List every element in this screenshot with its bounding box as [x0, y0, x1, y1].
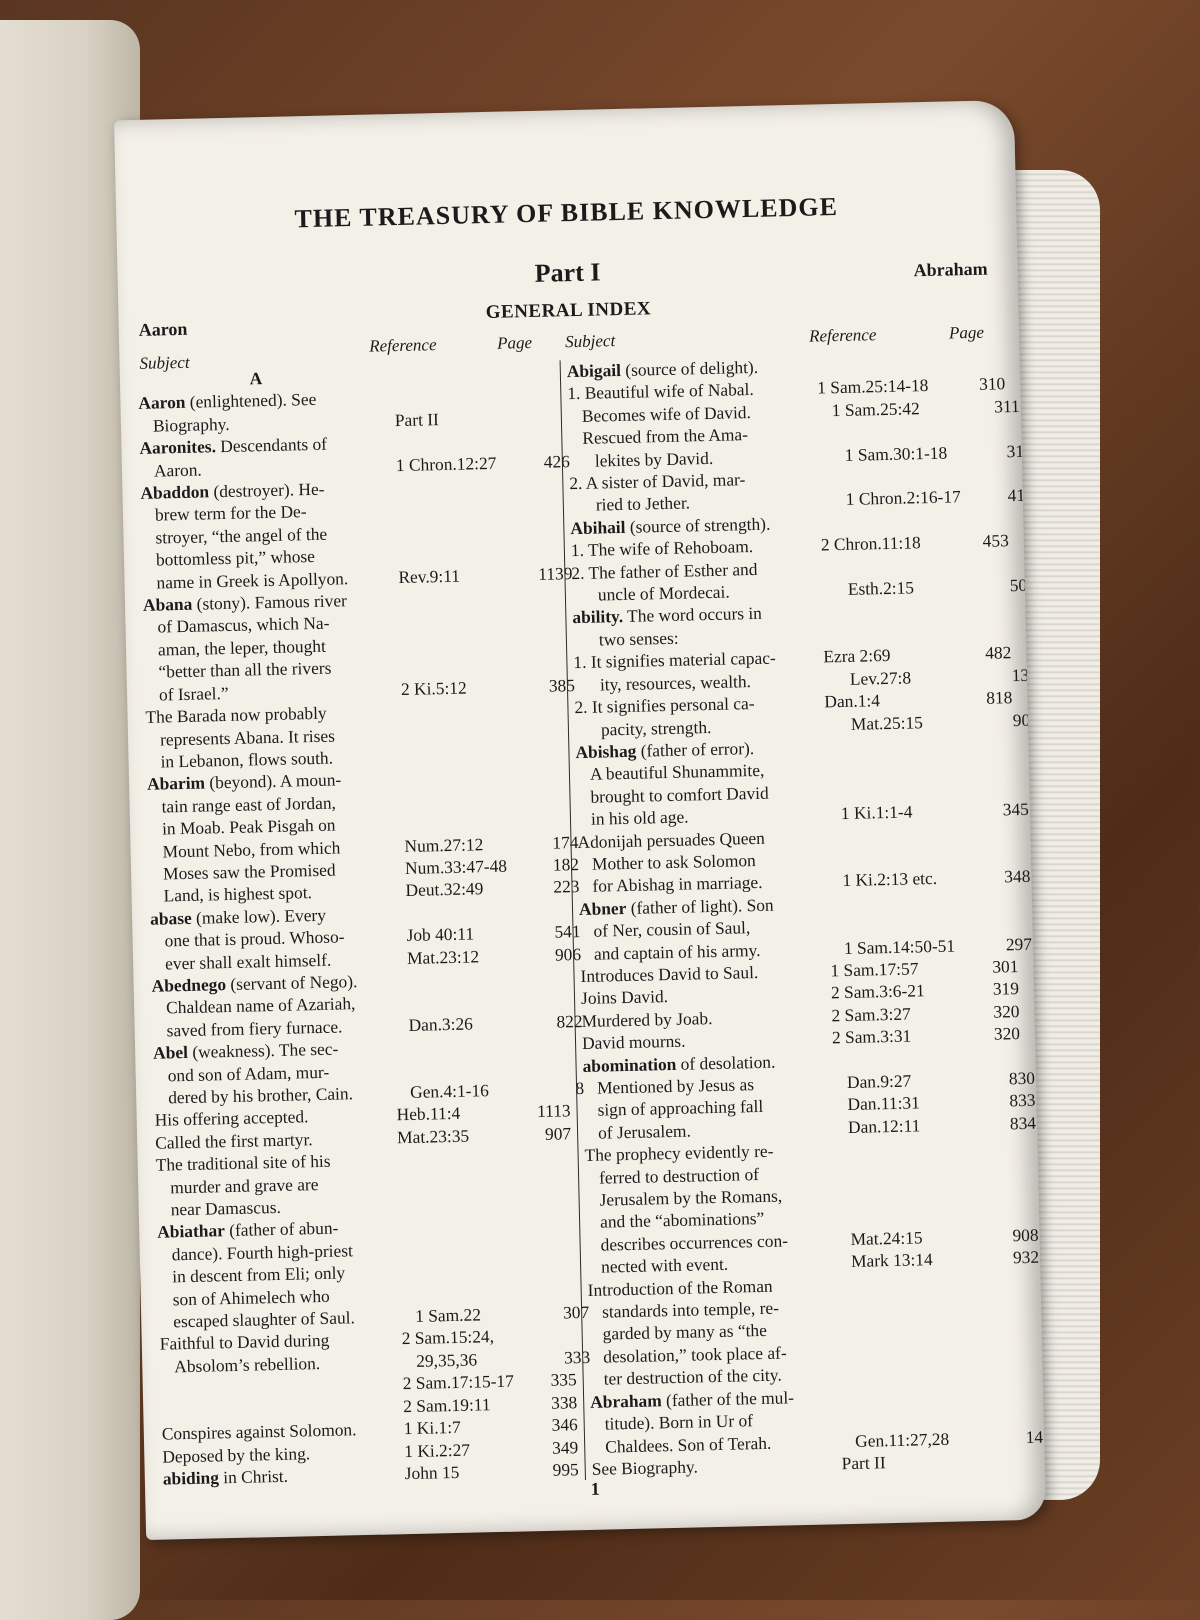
- index-reference: Num.27:12: [404, 833, 484, 856]
- index-page: 315: [1006, 440, 1033, 461]
- index-page: [998, 1201, 1038, 1224]
- index-subject: Abigail (source of delight).: [566, 356, 759, 382]
- index-reference: Num.33:47-48: [404, 855, 508, 878]
- index-page: 413: [1007, 485, 1034, 506]
- index-subject: Land, is highest spot.: [163, 882, 313, 906]
- index-reference: Lev.27:8: [849, 667, 912, 689]
- index-page: 307: [562, 1301, 590, 1323]
- index-page: 833: [1009, 1090, 1036, 1111]
- index-reference: [397, 787, 537, 813]
- index-page: [975, 821, 1015, 844]
- index-page: 311: [994, 395, 1020, 417]
- index-subject: garded by many as “the: [602, 1320, 768, 1345]
- index-reference: Deut.32:49: [405, 878, 484, 901]
- col-head-page-right: Page: [948, 322, 985, 343]
- index-page: [1001, 1336, 1041, 1359]
- index-reference: 1 Chron.2:16-17: [845, 486, 961, 510]
- running-head-right: Abraham: [913, 258, 988, 281]
- index-reference: Job 40:11: [406, 923, 475, 946]
- index-page: [1000, 1291, 1040, 1314]
- index-reference: 1 Sam.25:42: [831, 398, 920, 420]
- index-page: [988, 1381, 1028, 1404]
- index-reference: [408, 1257, 548, 1283]
- index-subject: The Barada now probably: [145, 702, 327, 727]
- index-page: [516, 472, 556, 495]
- index-page: [988, 753, 1028, 776]
- index-page: 320: [993, 1000, 1020, 1022]
- index-page: [533, 1212, 573, 1235]
- index-reference: [381, 697, 521, 723]
- index-reference: Mat.23:12: [406, 945, 480, 968]
- index-subject: ried to Jether.: [595, 492, 691, 515]
- index-subject: Mount Nebo, from which: [162, 836, 341, 862]
- col-head-subject-left: Subject: [139, 352, 190, 373]
- index-subject: A beautiful Shunammite,: [589, 760, 765, 785]
- index-reference: [375, 429, 515, 455]
- index-subject: Abiathar (father of abun-: [157, 1218, 339, 1243]
- index-subject: “better than all the rivers: [158, 657, 332, 682]
- index-page: [990, 843, 1030, 866]
- index-page: 320: [993, 1023, 1021, 1044]
- index-page: 818: [986, 687, 1013, 708]
- index-subject: aman, the leper, thought: [157, 635, 327, 660]
- index-subject: Biography.: [152, 413, 230, 436]
- index-subject: Introduces David to Saul.: [580, 961, 759, 986]
- index-subject: dance). Fourth high-priest: [171, 1240, 354, 1265]
- index-subject: Abraham (father of the mul-: [589, 1386, 795, 1412]
- index-subject: saved from fiery furnace.: [166, 1016, 343, 1041]
- part-title: Part I: [534, 257, 601, 288]
- index-page: [535, 1324, 575, 1347]
- index-page: [988, 776, 1028, 799]
- index-subject: Abner (father of light). Son: [578, 894, 774, 919]
- index-reference: Esth.2:15: [847, 577, 915, 599]
- index-subject: Abaddon (destroyer). He-: [140, 478, 325, 503]
- index-subject: Adonijah persuades Queen: [577, 827, 766, 852]
- index-subject: Becomes wife of David.: [581, 401, 752, 426]
- index-reference: [402, 988, 542, 1014]
- index-page: 830: [1008, 1067, 1036, 1089]
- index-reference: 29,35,36: [415, 1349, 478, 1371]
- index-subject: dered by his brother, Cain.: [167, 1083, 354, 1108]
- index-subject: Deposed by the king.: [162, 1442, 311, 1467]
- index-reference: [406, 1190, 546, 1216]
- index-reference: [391, 518, 531, 544]
- index-reference: Part II: [394, 408, 440, 430]
- index-subject: murder and grave are: [169, 1173, 319, 1198]
- index-page: 297: [1005, 933, 1033, 954]
- index-subject: tain range east of Jordan,: [161, 792, 337, 817]
- index-subject: of Ner, cousin of Saul,: [593, 917, 751, 941]
- index-page: 834: [1009, 1112, 1037, 1134]
- index-reference: [394, 630, 534, 656]
- index-page: 508: [1009, 574, 1037, 596]
- index-reference: [387, 966, 527, 992]
- index-subject: desolation,” took place af-: [602, 1342, 787, 1367]
- index-page: 14: [1025, 1426, 1044, 1447]
- index-subject: His offering accepted.: [154, 1106, 309, 1131]
- index-reference: 2 Sam.17:15-17: [402, 1370, 515, 1394]
- index-page: 541: [554, 921, 581, 942]
- index-reference: [393, 1213, 533, 1239]
- index-page: 174: [552, 831, 579, 853]
- index-title: GENERAL INDEX: [485, 298, 652, 324]
- index-subject: titude). Born in Ur of: [604, 1410, 754, 1434]
- index-subject: near Damascus.: [170, 1196, 282, 1220]
- index-subject: Joins David.: [580, 986, 669, 1009]
- index-subject: describes occurrences con-: [600, 1230, 789, 1255]
- index-reference: [392, 540, 532, 566]
- index-page: [997, 1156, 1037, 1179]
- index-reference: [391, 1145, 531, 1171]
- index-subject: ability. The word occurs in: [572, 603, 763, 628]
- col-head-reference-right: Reference: [808, 325, 877, 346]
- index-page: 908: [1012, 1224, 1039, 1246]
- index-reference: Rev.9:11: [398, 565, 461, 587]
- index-reference: [394, 652, 534, 678]
- index-reference: Ezra 2:69: [823, 645, 891, 667]
- index-page: 909: [1012, 709, 1040, 730]
- index-subject: ity, resources, wealth.: [599, 670, 752, 695]
- index-reference: 1 Sam.17:57: [830, 958, 919, 981]
- index-column-left: [138, 360, 591, 1490]
- index-subject: uncle of Mordecai.: [597, 581, 730, 605]
- index-reference: Dan.9:27: [846, 1070, 912, 1093]
- index-subject: 2. It signifies personal ca-: [574, 693, 755, 718]
- index-page: 907: [544, 1123, 572, 1144]
- index-subject: Mentioned by Jesus as: [596, 1074, 755, 1098]
- index-page: 319: [992, 978, 1020, 1000]
- index-subject: See Biography.: [591, 1456, 699, 1479]
- index-subject: in descent from Eli; only: [172, 1262, 346, 1287]
- index-reference: 1 Sam.30:1-18: [844, 442, 948, 465]
- index-reference: Mat.23:35: [396, 1125, 470, 1148]
- index-page: [997, 1179, 1037, 1202]
- index-page: 301: [992, 956, 1019, 977]
- index-page: [980, 1045, 1020, 1068]
- index-subject: name in Greek is Apollyon.: [156, 567, 349, 593]
- index-reference: 1 Ki.2:27: [404, 1439, 471, 1461]
- index-subject: The traditional site of his: [155, 1150, 331, 1175]
- index-subject: Abarim (beyond). A moun-: [146, 769, 342, 795]
- index-subject: Conspires against Solomon.: [161, 1419, 357, 1444]
- index-subject: 2. The father of Esther and: [571, 558, 758, 583]
- index-subject: Faithful to David during: [159, 1330, 330, 1355]
- index-page: 338: [550, 1391, 578, 1413]
- index-subject: Absolom’s rebellion.: [174, 1352, 321, 1377]
- index-reference: 2 Sam.3:31: [831, 1025, 912, 1048]
- index-subject: in his old age.: [590, 806, 689, 829]
- index-reference: [398, 809, 538, 835]
- index-reference: [408, 1279, 548, 1305]
- index-reference: Part II: [841, 1452, 886, 1474]
- index-subject: bottomless pit,” whose: [155, 546, 316, 570]
- index-reference: Mat.25:15: [850, 711, 924, 734]
- index-subject: 1. It signifies material capac-: [573, 647, 776, 673]
- index-page: [1000, 1313, 1040, 1336]
- index-reference: Mark 13:14: [850, 1249, 933, 1272]
- index-subject: brew term for the De-: [154, 501, 307, 525]
- index-subject: and the “abominations”: [599, 1208, 765, 1233]
- index-reference: Dan.12:11: [847, 1115, 921, 1137]
- index-reference: [396, 742, 536, 768]
- index-page: 1113: [536, 1100, 571, 1122]
- index-subject: Abednego (servant of Nego).: [151, 971, 358, 996]
- index-subject: ond son of Adam, mur-: [167, 1061, 330, 1086]
- index-subject: ever shall exalt himself.: [164, 949, 332, 974]
- index-page: [527, 965, 567, 988]
- index-page: 182: [552, 853, 580, 875]
- index-reference: [407, 1235, 547, 1261]
- index-subject: Chaldean name of Azariah,: [165, 993, 356, 1018]
- index-subject: A: [249, 368, 263, 389]
- index-subject: in Moab. Peak Pisgah on: [161, 814, 336, 839]
- index-page: 345: [1002, 798, 1030, 820]
- index-column-right: [560, 350, 1044, 1480]
- index-page: 346: [551, 1414, 578, 1435]
- index-subject: Aaron (enlightened). See: [138, 389, 317, 414]
- index-reference: [383, 765, 523, 791]
- index-page: [973, 731, 1013, 754]
- index-page: [968, 507, 1008, 530]
- index-reference: 2 Sam.3:6-21: [830, 980, 925, 1003]
- index-subject: Chaldees. Son of Terah.: [604, 1432, 772, 1457]
- index-subject: represents Abana. It rises: [159, 725, 336, 750]
- index-page: [1002, 1403, 1042, 1426]
- index-subject: Abishag (father of error).: [575, 737, 755, 762]
- index-page: [967, 462, 1007, 485]
- index-reference: Dan.11:31: [847, 1092, 921, 1115]
- index-reference: Gen.4:1-16: [409, 1080, 490, 1102]
- index-subject: nected with event.: [600, 1254, 729, 1277]
- index-page: 310: [978, 373, 1006, 395]
- running-head-left: Aaron: [138, 318, 188, 340]
- index-subject: sign of approaching fall: [597, 1096, 764, 1121]
- index-reference: [389, 1033, 529, 1059]
- index-subject: Introduction of the Roman: [587, 1275, 773, 1300]
- index-page: [526, 898, 566, 921]
- index-page: 223: [553, 876, 580, 897]
- index-page: [991, 910, 1031, 933]
- index-reference: [393, 607, 533, 633]
- index-subject: lekites by David.: [594, 447, 714, 471]
- index-subject: Abel (weakness). The sec-: [152, 1038, 339, 1063]
- index-page: [515, 428, 555, 451]
- index-page: 822: [556, 1010, 583, 1032]
- index-reference: [376, 473, 516, 499]
- index-page: 426: [543, 450, 571, 472]
- book-title: THE TREASURY OF BIBLE KNOWLEDGE: [294, 191, 839, 234]
- col-head-reference-left: Reference: [368, 335, 437, 356]
- book-page: [114, 100, 1046, 1540]
- index-reference: 1 Chron.12:27: [395, 452, 497, 475]
- index-page: [529, 1032, 569, 1055]
- index-page: 906: [554, 943, 582, 965]
- index-reference: 1 Sam.14:50-51: [843, 935, 956, 958]
- index-page: [514, 383, 554, 406]
- index-subject: 2. A sister of David, mar-: [569, 469, 746, 494]
- index-subject: Aaronites. Descendants of: [139, 433, 328, 459]
- index-page: 482: [984, 642, 1012, 664]
- index-subject: Murdered by Joab.: [581, 1007, 713, 1031]
- index-page: 137: [1011, 664, 1039, 685]
- index-reference: 1 Sam.25:14-18: [817, 375, 929, 398]
- index-reference: [374, 361, 514, 387]
- index-reference: 2 Chron.11:18: [820, 532, 921, 555]
- index-page: [523, 764, 563, 787]
- index-page: [1001, 1358, 1041, 1381]
- col-head-page-left: Page: [496, 332, 533, 353]
- index-subject: Moses saw the Promised: [162, 859, 336, 884]
- index-subject: David mourns.: [581, 1030, 686, 1054]
- index-subject: and captain of his army.: [593, 939, 761, 964]
- index-subject: abase (make low). Every: [149, 904, 327, 929]
- index-subject: abomination of desolation.: [582, 1051, 776, 1076]
- index-page: [519, 584, 559, 607]
- index-page: 333: [563, 1346, 591, 1368]
- index-subject: Rescued from the Ama-: [582, 424, 749, 449]
- index-subject: Jerusalem by the Romans,: [599, 1185, 783, 1210]
- index-subject: ter destruction of the city.: [603, 1364, 782, 1389]
- index-page: [982, 1134, 1022, 1157]
- index-subject: abiding in Christ.: [162, 1465, 289, 1489]
- index-page: [521, 696, 561, 719]
- index-page: 349: [551, 1436, 579, 1458]
- index-reference: 1 Ki.1:1-4: [840, 801, 913, 824]
- index-reference: Gen.11:27,28: [854, 1428, 950, 1451]
- index-reference: [374, 384, 514, 410]
- index-subject: one that is proud. Whoso-: [164, 926, 345, 951]
- index-reference: [396, 719, 536, 745]
- index-page: [514, 360, 554, 383]
- index-subject: for Abishag in marriage.: [592, 872, 763, 897]
- index-subject: of Israel.”: [158, 682, 229, 705]
- col-head-subject-right: Subject: [564, 331, 616, 352]
- index-subject: son of Ahimelech who: [172, 1285, 330, 1310]
- index-subject: standards into temple, re-: [601, 1297, 780, 1322]
- index-subject: stroyer, “the angel of the: [155, 523, 328, 548]
- index-reference: 2 Sam.3:27: [831, 1003, 911, 1026]
- index-page: 932: [1012, 1246, 1040, 1268]
- index-subject: ferred to destruction of: [598, 1163, 760, 1188]
- index-subject: Abihail (source of strength).: [570, 513, 771, 538]
- index-page: [977, 888, 1017, 911]
- index-subject: of Damascus, which Na-: [157, 613, 330, 638]
- index-reference: 1 Ki.1:7: [403, 1416, 461, 1439]
- index-reference: John 15: [404, 1461, 460, 1484]
- index-subject: two senses:: [598, 627, 679, 650]
- index-subject: 1. Beautiful wife of Nabal.: [567, 379, 754, 404]
- index-reference: [386, 899, 526, 925]
- index-reference: 2 Sam.15:24,: [401, 1326, 495, 1349]
- index-reference: Dan.1:4: [824, 690, 881, 712]
- index-page: 8: [575, 1077, 585, 1099]
- index-reference: [391, 495, 531, 521]
- index-page: 995: [552, 1459, 579, 1480]
- index-page: [980, 417, 1020, 440]
- index-page: [964, 350, 1004, 373]
- index-subject: in Lebanon, flows south.: [160, 747, 334, 772]
- index-subject: pacity, strength.: [600, 716, 712, 739]
- index-reference: Dan.3:26: [408, 1013, 474, 1035]
- index-page: 1139: [538, 562, 573, 584]
- index-subject: 1. The wife of Rehoboam.: [570, 536, 754, 561]
- index-subject: of Jerusalem.: [597, 1120, 692, 1143]
- index-reference: 2 Ki.5:12: [400, 677, 467, 699]
- page-number: 1: [590, 1478, 600, 1499]
- index-subject: Mother to ask Solomon: [591, 849, 756, 874]
- index-subject: Abana (stony). Famous river: [142, 590, 348, 615]
- index-reference: Mat.24:15: [850, 1227, 923, 1249]
- index-page: [969, 552, 1009, 575]
- index-reference: [406, 1167, 546, 1193]
- index-reference: 1 Ki.2:13 etc.: [842, 868, 938, 891]
- index-page: [989, 1448, 1029, 1471]
- index-reference: Heb.11:4: [396, 1103, 461, 1125]
- index-subject: escaped slaughter of Saul.: [173, 1307, 356, 1332]
- index-subject: Aaron.: [153, 459, 202, 481]
- index-reference: 1 Sam.22: [414, 1304, 482, 1326]
- index-reference: [379, 585, 519, 611]
- index-page: [531, 1144, 571, 1167]
- index-subject: The prophecy evidently re-: [584, 1140, 774, 1166]
- index-page: 385: [548, 674, 576, 696]
- index-reference: [403, 1055, 543, 1081]
- index-page: 453: [982, 530, 1009, 552]
- index-subject: Called the first martyr.: [154, 1128, 313, 1153]
- index-page: 348: [1004, 866, 1031, 887]
- index-subject: brought to comfort David: [590, 782, 769, 807]
- index-page: [970, 597, 1010, 620]
- index-page: [985, 1269, 1025, 1292]
- index-page: 335: [550, 1369, 577, 1391]
- index-reference: 2 Sam.19:11: [403, 1393, 491, 1416]
